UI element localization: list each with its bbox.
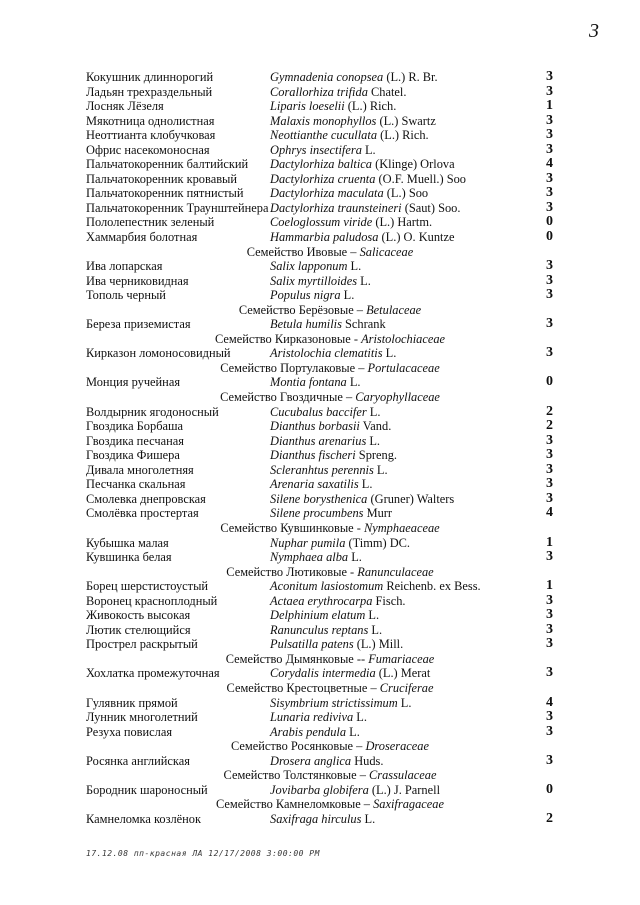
species-latin-name bbox=[270, 608, 379, 623]
species-row bbox=[0, 579, 640, 594]
species-author: (Saut) Soo. bbox=[401, 200, 461, 215]
family-name bbox=[0, 245, 640, 260]
species-binomial: Dactylorhiza cruenta bbox=[270, 171, 376, 186]
family-ru: Семейство Кувшинковые - bbox=[220, 520, 364, 535]
family-heading bbox=[0, 332, 640, 347]
family-name bbox=[0, 768, 640, 783]
species-author: Spreng. bbox=[355, 448, 398, 463]
family-latin: Betulaceae bbox=[366, 302, 422, 317]
species-russian-name: Пальчатокоренник кровавый bbox=[86, 171, 237, 186]
family-ru: Семейство Берёзовые – bbox=[238, 302, 367, 317]
family-latin: Saxifragaceae bbox=[373, 797, 444, 812]
species-row bbox=[0, 550, 640, 565]
species-author: L. bbox=[366, 433, 381, 448]
species-binomial: Pulsatilla patens bbox=[270, 637, 354, 652]
species-russian-name: Кувшинка белая bbox=[86, 550, 172, 565]
family-latin: Aristolochiaceae bbox=[361, 331, 446, 346]
rarity-category: 3 bbox=[546, 345, 553, 361]
species-row bbox=[0, 274, 640, 289]
family-latin: Crassulaceae bbox=[369, 768, 437, 783]
species-binomial: Populus nigra bbox=[270, 288, 341, 303]
family-heading bbox=[0, 768, 640, 783]
species-row bbox=[0, 448, 640, 463]
family-ru: Семейство Росянковые – bbox=[231, 739, 366, 754]
species-author: (L.) Hartm. bbox=[372, 215, 433, 230]
species-russian-name: Кокушник длиннорогий bbox=[86, 70, 214, 84]
species-author: (Gruner) Walters bbox=[367, 491, 455, 506]
species-row bbox=[0, 477, 640, 492]
species-row bbox=[0, 463, 640, 478]
species-row bbox=[0, 812, 640, 827]
species-row bbox=[0, 201, 640, 216]
species-latin-name bbox=[270, 85, 406, 100]
species-author: Huds. bbox=[351, 753, 384, 768]
rarity-category: 3 bbox=[546, 752, 553, 768]
rarity-category: 3 bbox=[546, 432, 553, 448]
species-author: (L.) J. Parnell bbox=[368, 782, 441, 797]
species-author: Murr bbox=[363, 506, 393, 521]
species-russian-name: Кирказон ломоносовидный bbox=[86, 346, 231, 361]
species-row bbox=[0, 783, 640, 798]
species-author: (L.) Rich. bbox=[344, 99, 397, 114]
species-russian-name: Песчанка скальная bbox=[86, 477, 186, 492]
species-binomial: Hammarbia paludosa bbox=[270, 230, 379, 245]
species-binomial: Betula humilis bbox=[270, 317, 342, 332]
rarity-category: 0 bbox=[546, 229, 553, 245]
species-author: (L.) Soo bbox=[383, 186, 429, 201]
family-name bbox=[0, 332, 640, 347]
family-ru: Семейство Гвоздичные – bbox=[220, 390, 356, 405]
species-row bbox=[0, 623, 640, 638]
species-author: (L.) Swartz bbox=[376, 113, 436, 128]
family-heading bbox=[0, 797, 640, 812]
species-author: L. bbox=[346, 724, 360, 739]
rarity-category: 3 bbox=[546, 607, 553, 623]
species-binomial: Coeloglossum viride bbox=[270, 215, 373, 230]
species-author: L. bbox=[382, 346, 397, 361]
species-latin-name bbox=[270, 506, 392, 521]
rarity-category: 3 bbox=[546, 316, 553, 332]
species-author: Fisch. bbox=[372, 593, 406, 608]
species-list bbox=[0, 70, 640, 826]
species-latin-name bbox=[270, 477, 372, 492]
family-latin: Salicaceae bbox=[359, 244, 414, 259]
species-russian-name: Воронец красноплодный bbox=[86, 593, 218, 608]
rarity-category: 2 bbox=[546, 418, 553, 434]
species-row bbox=[0, 434, 640, 449]
family-name bbox=[0, 652, 640, 667]
family-ru: Семейство Крестоцветные – bbox=[226, 680, 380, 695]
species-russian-name: Смолевка днепровская bbox=[86, 491, 206, 506]
species-row bbox=[0, 536, 640, 551]
species-latin-name bbox=[270, 186, 428, 201]
family-heading bbox=[0, 681, 640, 696]
species-author: (L.) R. Br. bbox=[383, 70, 438, 84]
rarity-category: 2 bbox=[546, 810, 553, 826]
species-row bbox=[0, 375, 640, 390]
species-binomial: Liparis loeselii bbox=[270, 99, 345, 114]
species-russian-name: Береза приземистая bbox=[86, 317, 191, 332]
species-latin-name bbox=[270, 594, 405, 609]
species-russian-name: Гвоздика Борбаша bbox=[86, 419, 184, 434]
species-russian-name: Гулявник прямой bbox=[86, 695, 178, 710]
species-latin-name bbox=[270, 375, 361, 390]
page-number: 3 bbox=[589, 20, 599, 42]
family-heading bbox=[0, 565, 640, 580]
species-binomial: Ranunculus reptans bbox=[270, 622, 369, 637]
rarity-category: 3 bbox=[546, 199, 553, 215]
species-author: (Klinge) Orlova bbox=[372, 157, 455, 172]
species-row bbox=[0, 259, 640, 274]
rarity-category: 3 bbox=[546, 621, 553, 637]
species-author: (L.) O. Kuntze bbox=[378, 230, 455, 245]
species-russian-name: Лютик стелющийся bbox=[86, 622, 191, 637]
species-row bbox=[0, 710, 640, 725]
species-binomial: Montia fontana bbox=[270, 375, 347, 390]
species-russian-name: Ива лопарская bbox=[86, 259, 163, 274]
family-latin: Fumariaceae bbox=[368, 651, 435, 666]
species-row bbox=[0, 143, 640, 158]
species-author: (L.) Rich. bbox=[377, 128, 429, 143]
family-ru: Семейство Толстянковые – bbox=[223, 768, 369, 783]
species-latin-name bbox=[270, 143, 376, 158]
family-ru: Семейство Лютиковые - bbox=[226, 564, 358, 579]
family-latin: Caryophyllaceae bbox=[355, 390, 440, 405]
species-binomial: Malaxis monophyllos bbox=[270, 113, 377, 128]
species-row bbox=[0, 114, 640, 129]
species-row bbox=[0, 696, 640, 711]
species-row bbox=[0, 172, 640, 187]
rarity-category: 1 bbox=[546, 578, 553, 594]
rarity-category: 3 bbox=[546, 461, 553, 477]
species-latin-name bbox=[270, 230, 454, 245]
species-latin-name bbox=[270, 696, 411, 711]
species-latin-name bbox=[270, 274, 371, 289]
species-russian-name: Гвоздика песчаная bbox=[86, 433, 184, 448]
species-binomial: Nuphar pumila bbox=[270, 535, 346, 550]
rarity-category: 3 bbox=[546, 709, 553, 725]
species-russian-name: Лосняк Лёзеля bbox=[86, 99, 164, 114]
species-russian-name: Хохлатка промежуточная bbox=[86, 666, 220, 681]
rarity-category: 3 bbox=[546, 723, 553, 739]
species-binomial: Neottianthe cucullata bbox=[270, 128, 378, 143]
species-latin-name bbox=[270, 623, 382, 638]
family-heading bbox=[0, 361, 640, 376]
rarity-category: 2 bbox=[546, 403, 553, 419]
species-row bbox=[0, 725, 640, 740]
family-name bbox=[0, 521, 640, 536]
species-binomial: Cucubalus baccifer bbox=[270, 404, 367, 419]
species-latin-name bbox=[270, 448, 397, 463]
species-latin-name bbox=[270, 550, 362, 565]
species-russian-name: Бородник шароносный bbox=[86, 782, 208, 797]
species-row bbox=[0, 186, 640, 201]
print-footer: 17.12.08 пп-красная ЛА 12/17/2008 3:00:00 PM bbox=[86, 849, 320, 858]
species-binomial: Dactylorhiza maculata bbox=[270, 186, 384, 201]
species-author: L. bbox=[348, 550, 362, 565]
species-author: L. bbox=[346, 375, 361, 390]
family-name bbox=[0, 303, 640, 318]
species-row bbox=[0, 506, 640, 521]
rarity-category: 3 bbox=[546, 258, 553, 274]
family-name bbox=[0, 361, 640, 376]
species-binomial: Scleranhtus perennis bbox=[270, 462, 374, 477]
rarity-category: 3 bbox=[546, 636, 553, 652]
species-author: L. bbox=[368, 622, 383, 637]
rarity-category: 1 bbox=[546, 534, 553, 550]
species-binomial: Silene procumbens bbox=[270, 506, 364, 521]
species-russian-name: Офрис насекомоносная bbox=[86, 142, 210, 157]
rarity-category: 3 bbox=[546, 592, 553, 608]
species-latin-name bbox=[270, 812, 375, 827]
family-name bbox=[0, 390, 640, 405]
rarity-category: 3 bbox=[546, 141, 553, 157]
species-author: L. bbox=[361, 142, 376, 157]
species-row bbox=[0, 405, 640, 420]
species-latin-name bbox=[270, 579, 481, 594]
rarity-category: 3 bbox=[546, 170, 553, 186]
species-row bbox=[0, 637, 640, 652]
species-author: L. bbox=[358, 477, 373, 492]
species-latin-name bbox=[270, 725, 360, 740]
species-russian-name: Дивала многолетняя bbox=[86, 462, 194, 477]
family-latin: Droseraceae bbox=[365, 739, 429, 754]
species-russian-name: Пальчатокоренник балтийский bbox=[86, 157, 249, 172]
rarity-category: 1 bbox=[546, 98, 553, 114]
species-row bbox=[0, 666, 640, 681]
species-latin-name bbox=[270, 70, 438, 85]
species-latin-name bbox=[270, 259, 361, 274]
species-binomial: Actaea erythrocarpa bbox=[270, 593, 373, 608]
species-russian-name: Борец шерстистоустый bbox=[86, 579, 209, 594]
species-latin-name bbox=[270, 215, 432, 230]
species-russian-name: Неоттианта клобучковая bbox=[86, 128, 216, 143]
rarity-category: 3 bbox=[546, 83, 553, 99]
species-author: L. bbox=[397, 695, 412, 710]
species-author: Chatel. bbox=[367, 84, 407, 99]
family-name bbox=[0, 739, 640, 754]
species-latin-name bbox=[270, 405, 380, 420]
species-russian-name: Кубышка малая bbox=[86, 535, 169, 550]
species-binomial: Lunaria rediviva bbox=[270, 710, 354, 725]
species-row bbox=[0, 492, 640, 507]
species-binomial: Delphinium elatum bbox=[270, 608, 366, 623]
species-latin-name bbox=[270, 157, 455, 172]
species-latin-name bbox=[270, 128, 429, 143]
species-latin-name bbox=[270, 419, 391, 434]
rarity-category: 4 bbox=[546, 505, 553, 521]
species-binomial: Dactylorhiza baltica bbox=[270, 157, 372, 172]
species-binomial: Jovibarba globifera bbox=[270, 782, 369, 797]
family-heading bbox=[0, 739, 640, 754]
family-heading bbox=[0, 521, 640, 536]
species-row bbox=[0, 317, 640, 332]
species-row bbox=[0, 419, 640, 434]
species-latin-name bbox=[270, 492, 454, 507]
species-latin-name bbox=[270, 434, 380, 449]
species-author: (O.F. Muell.) Soo bbox=[375, 171, 467, 186]
species-russian-name: Пальчатокоренник Траунштейнера bbox=[86, 200, 269, 215]
rarity-category: 3 bbox=[546, 549, 553, 565]
family-ru: Семейство Портулаковые – bbox=[220, 360, 368, 375]
rarity-category: 3 bbox=[546, 185, 553, 201]
species-russian-name: Смолёвка простертая bbox=[86, 506, 199, 521]
species-author: L. bbox=[365, 608, 380, 623]
species-binomial: Drosera anglica bbox=[270, 753, 352, 768]
species-latin-name bbox=[270, 288, 354, 303]
species-latin-name bbox=[270, 783, 440, 798]
family-name bbox=[0, 681, 640, 696]
species-binomial: Corydalis intermedia bbox=[270, 666, 376, 681]
species-author: Reichenb. ex Bess. bbox=[383, 579, 481, 594]
family-heading bbox=[0, 652, 640, 667]
rarity-category: 0 bbox=[546, 374, 553, 390]
species-row bbox=[0, 754, 640, 769]
rarity-category: 3 bbox=[546, 476, 553, 492]
species-author: Vand. bbox=[359, 419, 392, 434]
species-row bbox=[0, 288, 640, 303]
species-russian-name: Резуха повислая bbox=[86, 724, 173, 739]
family-latin: Cruciferae bbox=[379, 680, 434, 695]
species-binomial: Dianthus arenarius bbox=[270, 433, 367, 448]
species-latin-name bbox=[270, 754, 383, 769]
family-ru: Семейство Дымянковые -- bbox=[225, 651, 369, 666]
species-binomial: Arabis pendula bbox=[270, 724, 347, 739]
species-russian-name: Пололепестник зеленый bbox=[86, 215, 215, 230]
species-latin-name bbox=[270, 710, 367, 725]
species-latin-name bbox=[270, 114, 436, 129]
rarity-category: 3 bbox=[546, 127, 553, 143]
species-row bbox=[0, 99, 640, 114]
species-russian-name: Камнеломка козлёнок bbox=[86, 811, 201, 826]
species-russian-name: Хаммарбия болотная bbox=[86, 230, 198, 245]
species-russian-name: Гвоздика Фишера bbox=[86, 448, 180, 463]
species-latin-name bbox=[270, 172, 466, 187]
rarity-category: 3 bbox=[546, 287, 553, 303]
species-latin-name bbox=[270, 463, 388, 478]
species-binomial: Arenaria saxatilis bbox=[270, 477, 359, 492]
family-name bbox=[0, 797, 640, 812]
species-binomial: Ophrys insectifera bbox=[270, 142, 362, 157]
species-russian-name: Волдырник ягодоносный bbox=[86, 404, 219, 419]
species-row bbox=[0, 128, 640, 143]
species-russian-name: Прострел раскрытый bbox=[86, 637, 198, 652]
rarity-category: 3 bbox=[546, 112, 553, 128]
species-binomial: Salix myrtilloides bbox=[270, 273, 358, 288]
species-binomial: Sisymbrium strictissimum bbox=[270, 695, 398, 710]
species-russian-name: Тополь черный bbox=[86, 288, 166, 303]
species-row bbox=[0, 346, 640, 361]
species-row bbox=[0, 70, 640, 85]
rarity-category: 0 bbox=[546, 214, 553, 230]
species-author: (L.) Merat bbox=[375, 666, 431, 681]
species-binomial: Dianthus fischeri bbox=[270, 448, 356, 463]
species-latin-name bbox=[270, 637, 403, 652]
family-ru: Семейство Кирказоновые - bbox=[214, 331, 362, 346]
species-row bbox=[0, 85, 640, 100]
species-author: L. bbox=[366, 404, 381, 419]
species-binomial: Silene borysthenica bbox=[270, 491, 368, 506]
species-binomial: Dianthus borbasii bbox=[270, 419, 360, 434]
species-russian-name: Монция ручейная bbox=[86, 375, 181, 390]
species-latin-name bbox=[270, 536, 410, 551]
family-ru: Семейство Ивовые – bbox=[246, 244, 360, 259]
species-row bbox=[0, 594, 640, 609]
rarity-category: 3 bbox=[546, 490, 553, 506]
species-latin-name bbox=[270, 666, 430, 681]
species-binomial: Saxifraga hirculus bbox=[270, 811, 362, 826]
species-row bbox=[0, 230, 640, 245]
family-latin: Portulacaceae bbox=[367, 360, 440, 375]
species-binomial: Aconitum lasiostomum bbox=[270, 579, 384, 594]
species-author: (Timm) DC. bbox=[345, 535, 410, 550]
species-author: L. bbox=[347, 259, 362, 274]
species-row bbox=[0, 215, 640, 230]
family-ru: Семейство Камнеломковые – bbox=[216, 797, 374, 812]
species-binomial: Nymphaea alba bbox=[270, 550, 349, 565]
species-russian-name: Пальчатокоренник пятнистый bbox=[86, 186, 244, 201]
species-latin-name bbox=[270, 346, 396, 361]
rarity-category: 4 bbox=[546, 694, 553, 710]
species-russian-name: Ива черниковидная bbox=[86, 273, 189, 288]
species-binomial: Aristolochia clematitis bbox=[270, 346, 383, 361]
rarity-category: 3 bbox=[546, 272, 553, 288]
family-heading bbox=[0, 390, 640, 405]
species-row bbox=[0, 157, 640, 172]
species-binomial: Dactylorhiza traunsteineri bbox=[270, 200, 402, 215]
species-latin-name bbox=[270, 317, 386, 332]
species-author: L. bbox=[373, 462, 388, 477]
family-heading bbox=[0, 245, 640, 260]
species-latin-name bbox=[270, 201, 460, 216]
species-binomial: Salix lapponum bbox=[270, 259, 348, 274]
family-latin: Ranunculaceae bbox=[357, 564, 434, 579]
species-author: L. bbox=[361, 811, 376, 826]
species-latin-name bbox=[270, 99, 396, 114]
species-binomial: Corallorhiza trifida bbox=[270, 84, 368, 99]
species-russian-name: Лунник многолетний bbox=[86, 710, 198, 725]
rarity-category: 4 bbox=[546, 156, 553, 172]
species-author: L. bbox=[353, 710, 367, 725]
species-binomial: Gymnadenia conopsea bbox=[270, 70, 384, 84]
species-author: Schrank bbox=[341, 317, 386, 332]
species-russian-name: Ладьян трехраздельный bbox=[86, 84, 213, 99]
rarity-category: 3 bbox=[546, 447, 553, 463]
species-author: L. bbox=[357, 273, 371, 288]
family-heading bbox=[0, 303, 640, 318]
family-name bbox=[0, 565, 640, 580]
rarity-category: 3 bbox=[546, 69, 553, 84]
species-russian-name: Мякотница однолистная bbox=[86, 113, 215, 128]
species-russian-name: Росянка английская bbox=[86, 753, 190, 768]
family-latin: Nymphaeaceae bbox=[363, 520, 440, 535]
species-author: L. bbox=[340, 288, 355, 303]
species-row bbox=[0, 608, 640, 623]
species-russian-name: Живокость высокая bbox=[86, 608, 191, 623]
species-author: (L.) Mill. bbox=[353, 637, 404, 652]
rarity-category: 3 bbox=[546, 665, 553, 681]
rarity-category: 0 bbox=[546, 781, 553, 797]
